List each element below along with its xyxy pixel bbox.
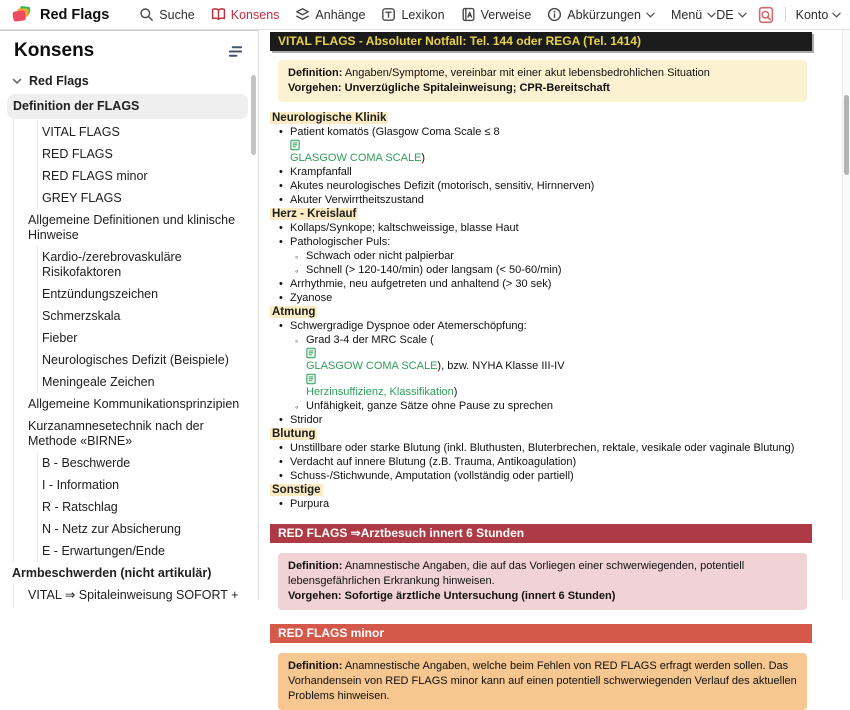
sidebar-item[interactable] (7, 94, 248, 119)
bullet-text: Unfähigkeit, ganze Sätze ohne Pause zu sprechen (306, 400, 554, 412)
note-line: Vorgehen: Unverzügliche Spitaleinweisung; CPR-Bereitschaft (288, 82, 610, 94)
bullet-marker: • (279, 126, 283, 138)
bullet-text: Stridor (290, 414, 323, 426)
content-scrollbar-track[interactable] (842, 30, 850, 600)
bullet-item (270, 165, 812, 179)
section-banner-red: RED FLAGS ⇒Arztbesuch innert 6 Stunden (270, 524, 812, 543)
bullet-marker: • (279, 222, 283, 234)
content-heading-label: Sonstige (272, 484, 321, 496)
main-content (259, 30, 850, 702)
bullet-item (270, 249, 812, 263)
sidebar-item[interactable] (8, 70, 248, 92)
bullet-marker: • (279, 456, 283, 468)
sidebar-item-label: N - Netz zur Absicherung (42, 521, 181, 536)
doc-link-icon (306, 373, 812, 385)
account-menu[interactable] (796, 8, 842, 22)
sidebar-item[interactable] (38, 143, 248, 165)
chevron-down-icon (738, 12, 747, 18)
section-banner-black: VITAL FLAGS - Absoluter Notfall: Tel. 144 oder REGA (Tel. 1414) (270, 32, 812, 51)
layers-icon (295, 7, 310, 22)
bullet-marker: • (279, 180, 283, 192)
navbar-divider (785, 7, 786, 22)
toc-tree (8, 70, 248, 606)
sidebar-scrollbar-thumb[interactable] (251, 75, 256, 155)
red-flags-logo-icon (12, 6, 32, 23)
sidebar-group (37, 452, 248, 562)
nav-item-label: Konsens (230, 7, 280, 22)
note-line: Definition: Anamnestische Angaben, welche beim Fehlen von RED FLAGS erfragt werden sollen. Das Vorhandensein von RED FLAGS minor kann auf einen potentiell schwerwiegenden Verlauf des aktuellen Problems hinweisen. (288, 660, 797, 702)
sidebar-item-label: Neurologisches Defizit (Beispiele) (42, 352, 229, 367)
bullet-marker: ◦ (295, 336, 299, 346)
bullet-item (270, 193, 812, 207)
sidebar (0, 30, 259, 600)
sidebar-item-label: Meningeale Zeichen (42, 374, 155, 389)
definition-box-orange (278, 653, 807, 710)
sidebar-item-label: GREY FLAGS (42, 190, 122, 205)
sidebar-item[interactable] (38, 246, 248, 283)
sidebar-item[interactable] (14, 393, 248, 415)
nav-item-label: Anhänge (315, 7, 366, 22)
content-heading-label: Blutung (272, 428, 316, 440)
note-line: Vorgehen: Sofortige ärztliche Untersuchung (innert 6 Stunden) (288, 590, 616, 602)
bullet-text: Akuter Verwirrtheitszustand (290, 194, 424, 206)
outline-toggle-icon[interactable] (227, 43, 244, 60)
nav-item-suche[interactable] (139, 7, 194, 22)
bullet-marker: • (279, 442, 283, 454)
sidebar-header (14, 40, 244, 62)
bullet-marker: • (279, 166, 283, 178)
bullet-item (270, 277, 812, 291)
bullet-text: Verdacht auf innere Blutung (z.B. Trauma, Antikoagulation) (290, 456, 577, 468)
main-nav (139, 7, 716, 22)
sidebar-item[interactable] (38, 283, 248, 305)
document-blocks (270, 32, 812, 710)
bullet-text: Purpura (290, 498, 330, 510)
chevron-down-icon (707, 12, 716, 18)
sidebar-item[interactable] (38, 187, 248, 209)
bullet-text: Grad 3-4 der MRC Scale ( GLASGOW COMA SCALE), bzw. NYHA Klasse III-IV Herzinsuffizienz, Klassifikation) (306, 334, 812, 398)
sidebar-group (13, 584, 248, 606)
chevron-down-icon (832, 12, 841, 18)
bullet-item (270, 333, 812, 399)
bullet-item (270, 319, 812, 333)
nav-item-lexikon[interactable] (381, 7, 444, 22)
sidebar-item[interactable] (14, 415, 248, 452)
bullet-item (270, 497, 812, 511)
content-heading (270, 305, 812, 319)
content-scrollbar-thumb[interactable] (844, 95, 849, 175)
chevron-down-icon (646, 12, 655, 18)
sidebar-group (37, 246, 248, 393)
sidebar-item[interactable] (14, 209, 248, 246)
app-brand[interactable] (12, 6, 109, 23)
reference-link[interactable]: GLASGOW COMA SCALE (290, 139, 812, 164)
nav-item-label: Abkürzungen (567, 7, 641, 22)
language-label: DE (716, 7, 734, 22)
sidebar-item-label: Kurzanamnesetechnik nach der Methode «BIRNE» (28, 418, 204, 448)
bullet-marker: • (279, 194, 283, 206)
bullet-item (270, 455, 812, 469)
navbar-right (716, 6, 841, 24)
content-heading (270, 111, 812, 125)
bullet-text: Arrhythmie, neu aufgetreten und anhaltend (> 30 sek) (290, 278, 552, 290)
sidebar-item-label: R - Ratschlag (42, 499, 118, 514)
doc-link-icon (306, 347, 812, 359)
definition-box-cream (278, 60, 807, 102)
section-banner-minor: RED FLAGS minor (270, 624, 812, 643)
bullet-item (270, 413, 812, 427)
bullet-text: Krampfanfall (290, 166, 352, 178)
sidebar-item-label: RED FLAGS (42, 146, 113, 161)
bullet-item (270, 291, 812, 305)
content-heading (270, 207, 812, 221)
sidebar-item[interactable] (38, 518, 248, 540)
sidebar-item-label: Allgemeine Definitionen und klinische Hinweise (28, 212, 236, 242)
nav-item-konsens[interactable] (211, 7, 280, 22)
bullet-item (270, 235, 812, 249)
bullet-item (270, 125, 812, 165)
reference-link[interactable]: GLASGOW COMA SCALE (306, 347, 812, 372)
bullet-text: Patient komatös (Glasgow Coma Scale ≤ 8 GLASGOW COMA SCALE) (290, 126, 812, 164)
bullet-marker: • (279, 292, 283, 304)
bullet-marker: • (279, 236, 283, 248)
nav-item-label: Menü (670, 7, 703, 22)
content-heading (270, 427, 812, 441)
bullet-text: Kollaps/Synkope; kaltschweissige, blasse Haut (290, 222, 519, 234)
bullet-marker: ◦ (295, 252, 299, 262)
bullet-item (270, 441, 812, 455)
reference-link[interactable]: Herzinsuffizienz, Klassifikation (306, 373, 812, 398)
sidebar-item-label: Entzündungszeichen (42, 286, 159, 301)
nav-item-menue[interactable] (671, 8, 716, 22)
bullet-item (270, 263, 812, 277)
definition-box-pink (278, 553, 807, 610)
search-in-page-icon[interactable] (757, 6, 775, 24)
sidebar-group (37, 121, 248, 209)
bullet-item (270, 179, 812, 193)
sidebar-item-label: Fieber (42, 330, 78, 345)
doc-link-icon (290, 139, 812, 151)
sidebar-item[interactable] (38, 452, 248, 474)
sidebar-group (13, 94, 248, 562)
sidebar-item-label: RED FLAGS minor (42, 168, 148, 183)
bullet-text: Unstillbare oder starke Blutung (inkl. Bluthusten, Bluterbrechen, rektale, vesikale oder vaginale Blutung) (290, 442, 795, 454)
bullet-text: Akutes neurologisches Defizit (motorisch, sensitiv, Hirnnerven) (290, 180, 595, 192)
sidebar-item-label: E - Erwartungen/Ende (42, 543, 165, 558)
sidebar-item[interactable] (38, 540, 248, 562)
sidebar-item[interactable] (14, 584, 248, 606)
references-icon (461, 7, 476, 22)
bullet-text: Zyanose (290, 292, 333, 304)
sidebar-item-label: B - Beschwerde (42, 455, 131, 470)
sidebar-item[interactable] (38, 165, 248, 187)
sidebar-item-label: Schmerzskala (42, 308, 121, 323)
nav-item-label: Lexikon (401, 7, 445, 22)
bullet-marker: • (279, 320, 283, 332)
nav-item-verweise[interactable] (461, 7, 532, 22)
app-body (0, 30, 850, 702)
note-line: Definition: Anamnestische Angaben, die auf das Vorliegen einer schwerwiegenden, potentiell lebensgefährlichen Erkrankung hinweisen. (288, 560, 745, 587)
account-label: Konto (795, 7, 829, 22)
sidebar-item[interactable] (38, 496, 248, 518)
bullet-text: Schnell (> 120-140/min) oder langsam (< 50-60/min) (306, 264, 562, 276)
content-heading (270, 483, 812, 497)
sidebar-item[interactable] (38, 349, 248, 371)
bullet-marker: • (279, 470, 283, 482)
book-icon (211, 7, 226, 22)
search-icon (139, 7, 154, 22)
nav-item-abkuerzungen[interactable] (547, 7, 655, 22)
sidebar-item-label: Definition der FLAGS (13, 99, 140, 113)
sidebar-item-label: Kardio-/zerebrovaskuläre Risikofaktoren (42, 249, 182, 279)
bullet-item (270, 221, 812, 235)
sidebar-item-label: Red Flags (29, 73, 89, 88)
info-icon (547, 7, 562, 22)
app-title: Red Flags (40, 6, 110, 23)
sidebar-item[interactable] (38, 121, 248, 143)
note-line: Definition: Angaben/Symptome, vereinbar mit einer akut lebensbedrohlichen Situation (288, 67, 710, 79)
bullet-item (270, 469, 812, 483)
bullet-text: Schuss-/Stichwunde, Amputation (vollständig oder partiell) (290, 470, 574, 482)
sidebar-item-label: I - Information (42, 477, 120, 492)
sidebar-item-label: Armbeschwerden (nicht artikulär) (12, 565, 212, 580)
bullet-marker: • (279, 414, 283, 426)
content-heading-label: Herz - Kreislauf (272, 208, 357, 220)
sidebar-item[interactable] (38, 305, 248, 327)
content-heading-label: Atmung (272, 306, 316, 318)
content-heading-label: Neurologische Klinik (272, 112, 387, 124)
lexicon-icon (381, 7, 396, 22)
bullet-marker: ◦ (295, 402, 299, 412)
sidebar-title: Konsens (14, 40, 95, 61)
sidebar-item-label: VITAL ⇒ Spitaleinweisung SOFORT + (28, 587, 239, 602)
nav-item-anhaenge[interactable] (295, 7, 365, 22)
sidebar-item[interactable] (38, 327, 248, 349)
sidebar-item-label: Allgemeine Kommunikationsprinzipien (28, 396, 240, 411)
sidebar-item[interactable] (38, 371, 248, 393)
bullet-marker: ◦ (295, 266, 299, 276)
bullet-marker: • (279, 498, 283, 510)
nav-item-label: Suche (159, 7, 195, 22)
sidebar-item[interactable] (38, 474, 248, 496)
sidebar-item-label: VITAL FLAGS (42, 124, 120, 139)
language-selector[interactable] (716, 8, 746, 22)
bullet-marker: • (279, 278, 283, 290)
nav-item-label: Verweise (480, 7, 532, 22)
bullet-item (270, 399, 812, 413)
chevron-down-icon (12, 78, 22, 85)
sidebar-item[interactable] (8, 562, 248, 584)
navbar (0, 0, 850, 30)
bullet-text: Schwergradige Dyspnoe oder Atemerschöpfung: (290, 320, 527, 332)
bullet-text: Pathologischer Puls: (290, 236, 391, 248)
bullet-text: Schwach oder nicht palpierbar (306, 250, 454, 262)
